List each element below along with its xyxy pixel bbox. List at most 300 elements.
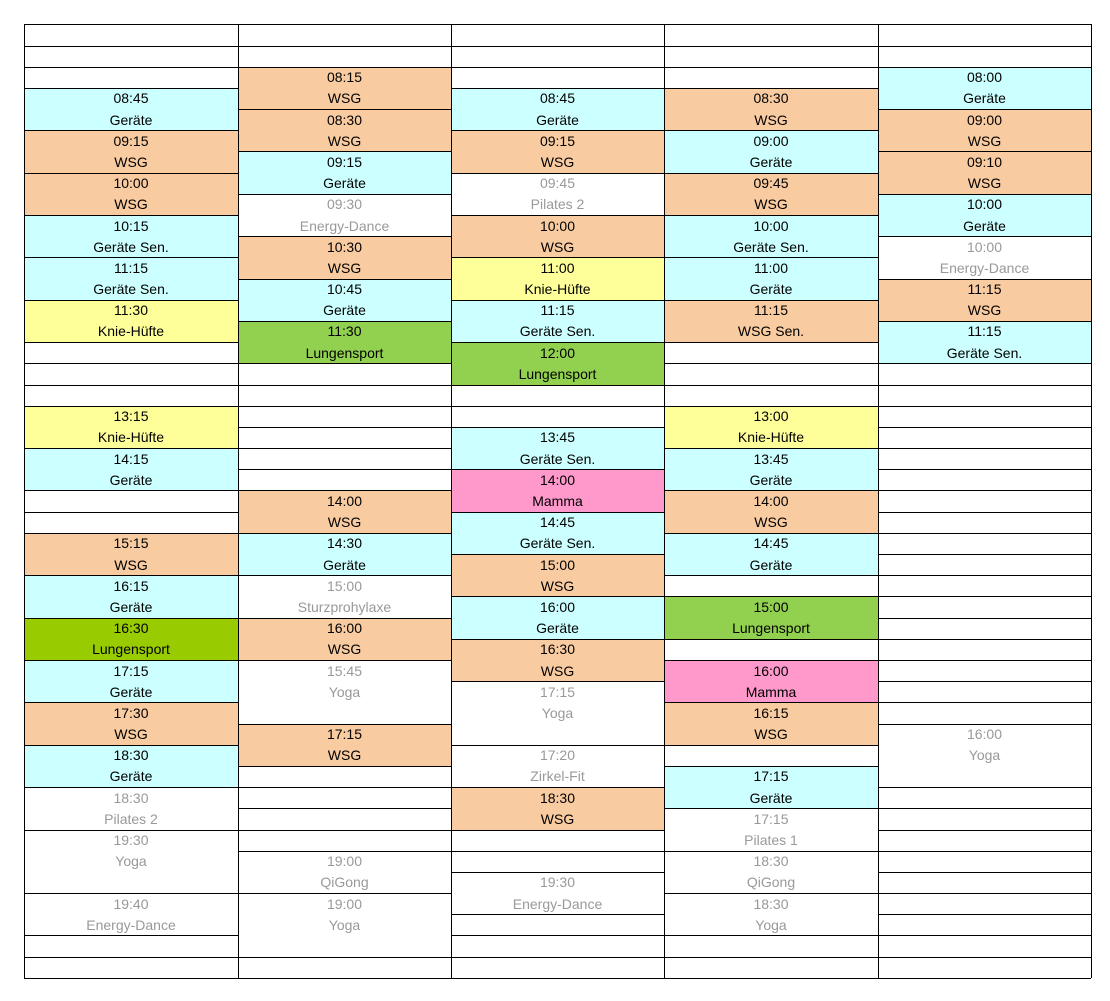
slot-course-title: Energy-Dance	[939, 259, 1030, 276]
grid-line	[24, 385, 238, 386]
slot-course-title: WSG	[327, 747, 362, 764]
grid-line	[451, 173, 664, 174]
grid-line	[878, 533, 1091, 534]
slot-course-title: Geräte	[749, 153, 793, 170]
grid-line	[451, 872, 664, 873]
slot-course-title: WSG	[114, 153, 148, 170]
grid-line	[24, 978, 238, 979]
grid-line	[24, 88, 238, 89]
slot-course-title: WSG	[327, 514, 362, 531]
slot-time: 13:00	[753, 408, 789, 425]
grid-line	[878, 67, 1091, 68]
slot-time: 17:15	[113, 662, 149, 679]
schedule-slot	[24, 406, 238, 448]
slot-time: 10:15	[113, 217, 149, 234]
grid-line	[664, 342, 878, 343]
grid-line	[238, 24, 239, 978]
grid-line	[664, 385, 878, 386]
schedule-slot	[878, 237, 1091, 279]
schedule-slot	[24, 173, 238, 215]
schedule-slot	[451, 788, 664, 830]
slot-course-title: Geräte	[323, 175, 366, 192]
slot-time: 09:30	[326, 196, 363, 213]
slot-course-title: Geräte	[749, 281, 793, 298]
slot-course-title: Pilates 2	[530, 196, 585, 213]
grid-line	[878, 660, 1091, 661]
day-header-mittwoch	[451, 24, 664, 46]
slot-time: 11:15	[967, 281, 1002, 298]
grid-line	[1091, 24, 1092, 978]
grid-line	[878, 109, 1091, 110]
schedule-slot	[451, 639, 664, 681]
slot-time: 10:00	[966, 196, 1003, 213]
schedule-slot	[238, 194, 451, 236]
grid-line	[451, 851, 664, 852]
schedule-slot	[878, 724, 1091, 788]
grid-line	[24, 257, 238, 258]
slot-course-title: Geräte Sen.	[519, 535, 596, 552]
schedule-slot	[664, 894, 878, 936]
slot-time: 18:30	[753, 895, 789, 912]
grid-line	[238, 321, 451, 322]
schedule-slot	[451, 597, 664, 639]
slot-course-title: Geräte	[109, 768, 153, 785]
grid-line	[664, 639, 878, 640]
grid-line	[238, 724, 451, 725]
slot-time: 11:15	[540, 302, 575, 319]
grid-line	[878, 681, 1091, 682]
schedule-slot	[664, 173, 878, 215]
grid-line	[878, 448, 1091, 449]
slot-time: 11:30	[327, 323, 362, 340]
grid-line	[878, 236, 1091, 237]
slot-course-title: Geräte Sen.	[93, 238, 169, 255]
schedule-slot	[664, 258, 878, 300]
grid-line	[664, 596, 878, 597]
grid-line	[878, 469, 1091, 470]
grid-line	[451, 257, 664, 258]
schedule-slot	[664, 597, 878, 639]
grid-line	[451, 978, 664, 979]
grid-line	[664, 406, 878, 407]
slot-time: 10:00	[113, 175, 149, 192]
grid-line	[238, 533, 451, 534]
grid-line	[878, 151, 1091, 152]
slot-course-title: WSG	[754, 514, 788, 531]
grid-line	[664, 257, 878, 258]
slot-time: 13:45	[753, 450, 789, 467]
grid-line	[238, 46, 451, 47]
schedule-slot	[664, 809, 878, 851]
schedule-slot	[451, 258, 664, 300]
grid-line	[24, 512, 238, 513]
slot-course-title: Yoga	[968, 747, 1001, 764]
schedule-slot	[238, 661, 451, 725]
slot-time: 16:00	[966, 726, 1003, 743]
grid-line	[878, 24, 879, 978]
grid-line	[24, 24, 25, 978]
grid-line	[238, 766, 451, 767]
slot-course-title: Knie-Hüfte	[737, 429, 805, 446]
schedule-slot	[24, 216, 238, 258]
schedule-slot	[664, 533, 878, 575]
schedule-slot	[24, 788, 238, 830]
slot-time: 16:30	[113, 620, 149, 637]
schedule-slot	[24, 894, 238, 936]
schedule-slot	[238, 237, 451, 279]
slot-time: 14:30	[326, 535, 363, 552]
schedule-slot	[238, 491, 451, 533]
schedule-slot	[238, 67, 451, 109]
schedule-slot	[878, 279, 1091, 321]
grid-line	[451, 88, 664, 89]
slot-course-title: Geräte Sen.	[733, 238, 809, 255]
slot-time: 09:15	[113, 132, 149, 149]
schedule-slot	[664, 449, 878, 491]
grid-line	[451, 914, 664, 915]
slot-time: 08:15	[326, 69, 363, 86]
schedule-slot	[238, 279, 451, 321]
grid-line	[664, 533, 878, 534]
schedule-slot	[878, 110, 1091, 152]
slot-course-title: Knie-Hüfte	[524, 281, 591, 298]
slot-course-title: WSG	[327, 132, 362, 149]
grid-line	[451, 469, 664, 470]
grid-line	[878, 554, 1091, 555]
slot-course-title: Geräte	[109, 471, 153, 488]
schedule-slot	[24, 131, 238, 173]
grid-line	[451, 130, 664, 131]
slot-time: 09:15	[539, 132, 576, 149]
schedule-slot	[451, 343, 664, 385]
grid-line	[24, 46, 238, 47]
grid-line	[664, 893, 878, 894]
slot-time: 16:00	[326, 620, 363, 637]
slot-course-title: Knie-Hüfte	[97, 429, 165, 446]
grid-line	[664, 957, 878, 958]
slot-course-title: Sturzprohylaxe	[297, 598, 392, 615]
slot-time: 12:00	[539, 344, 576, 361]
slot-time: 15:00	[753, 598, 789, 615]
slot-time: 16:00	[539, 598, 576, 615]
grid-line	[238, 67, 451, 68]
grid-line	[24, 490, 238, 491]
slot-course-title: Geräte Sen.	[946, 344, 1023, 361]
grid-line	[878, 787, 1091, 788]
slot-course-title: QiGong	[746, 874, 796, 891]
slot-course-title: Lungensport	[518, 365, 597, 382]
slot-course-title: Geräte Sen.	[519, 323, 596, 340]
grid-line	[238, 575, 451, 576]
slot-time: 16:00	[753, 662, 789, 679]
slot-time: 18:30	[113, 747, 149, 764]
slot-time: 19:30	[539, 874, 576, 891]
slot-course-title: WSG	[540, 810, 575, 827]
grid-line	[238, 448, 451, 449]
slot-time: 17:15	[753, 810, 789, 827]
schedule-slot	[24, 703, 238, 745]
slot-course-title: WSG	[327, 641, 362, 658]
slot-course-title: WSG	[754, 726, 788, 743]
slot-time: 10:45	[326, 281, 363, 298]
schedule-slot	[878, 194, 1091, 236]
slot-time: 09:00	[966, 111, 1003, 128]
schedule-slot	[24, 661, 238, 703]
slot-course-title: Lungensport	[732, 620, 810, 637]
grid-line	[664, 448, 878, 449]
slot-time: 17:15	[753, 768, 789, 785]
schedule-slot	[238, 110, 451, 152]
grid-line	[664, 215, 878, 216]
schedule-slot	[664, 300, 878, 342]
schedule-slot	[664, 766, 878, 808]
grid-line	[664, 745, 878, 746]
grid-line	[878, 575, 1091, 576]
schedule-slot	[238, 533, 451, 575]
grid-line	[878, 978, 1091, 979]
grid-line	[238, 363, 451, 364]
slot-course-title: WSG	[754, 111, 788, 128]
grid-line	[238, 469, 451, 470]
grid-line	[451, 215, 664, 216]
schedule-slot	[664, 88, 878, 130]
schedule-slot	[451, 512, 664, 554]
slot-course-title: WSG	[114, 726, 148, 743]
slot-time: 10:00	[753, 217, 789, 234]
grid-line	[24, 448, 238, 449]
schedule-slot	[238, 724, 451, 766]
slot-time: 15:15	[113, 535, 149, 552]
slot-time: 09:00	[753, 132, 789, 149]
schedule-slot	[451, 682, 664, 746]
grid-line	[24, 173, 238, 174]
grid-line	[451, 957, 664, 958]
slot-course-title: Geräte	[109, 683, 153, 700]
grid-line	[878, 512, 1091, 513]
schedule-slot	[664, 216, 878, 258]
slot-course-title: Lungensport	[305, 344, 384, 361]
day-header-freitag	[878, 24, 1091, 46]
slot-course-title: Yoga	[328, 916, 361, 933]
slot-time: 17:15	[326, 726, 363, 743]
slot-time: 11:00	[754, 259, 788, 276]
day-header-donnerstag	[664, 24, 878, 46]
grid-line	[878, 639, 1091, 640]
slot-time: 17:20	[539, 747, 576, 764]
grid-line	[451, 24, 452, 978]
schedule-slot	[451, 555, 664, 597]
grid-line	[664, 935, 878, 936]
slot-course-title: Geräte Sen.	[519, 450, 596, 467]
schedule-slot	[451, 872, 664, 914]
slot-time: 08:45	[539, 90, 576, 107]
grid-line	[24, 363, 238, 364]
grid-line	[24, 575, 238, 576]
schedule-slot	[664, 131, 878, 173]
schedule-slot	[451, 88, 664, 130]
slot-course-title: WSG	[540, 238, 575, 255]
slot-course-title: Yoga	[541, 704, 574, 721]
grid-line	[24, 787, 238, 788]
grid-line	[24, 830, 238, 831]
grid-line	[878, 194, 1091, 195]
slot-time: 16:15	[753, 704, 789, 721]
grid-line	[24, 215, 238, 216]
day-header-montag	[24, 24, 238, 46]
grid-line	[451, 300, 664, 301]
schedule-slot	[664, 703, 878, 745]
grid-line	[878, 490, 1091, 491]
grid-line	[664, 363, 878, 364]
slot-time: 16:30	[539, 641, 576, 658]
schedule-slot	[24, 576, 238, 618]
grid-line	[238, 660, 451, 661]
schedule-slot	[451, 300, 664, 342]
slot-course-title: Energy-Dance	[299, 217, 390, 234]
grid-line	[878, 46, 1091, 47]
grid-line	[451, 681, 664, 682]
slot-course-title: Knie-Hüfte	[97, 323, 165, 340]
grid-line	[878, 702, 1091, 703]
schedule-slot	[24, 830, 238, 894]
slot-course-title: WSG	[540, 577, 575, 594]
schedule-slot	[238, 152, 451, 194]
grid-line	[238, 427, 451, 428]
grid-line	[238, 151, 451, 152]
grid-line	[878, 596, 1091, 597]
slot-course-title: Geräte	[109, 111, 153, 128]
slot-course-title: Geräte	[963, 90, 1006, 107]
schedule-slot	[238, 321, 451, 363]
slot-course-title: WSG	[754, 196, 788, 213]
schedule-slot	[238, 851, 451, 893]
grid-line	[878, 957, 1091, 958]
schedule-slot	[451, 216, 664, 258]
grid-line	[664, 130, 878, 131]
slot-time: 19:00	[326, 895, 363, 912]
slot-time: 14:45	[539, 514, 576, 531]
slot-course-title: WSG	[114, 196, 148, 213]
grid-line	[451, 935, 664, 936]
slot-time: 17:15	[539, 683, 576, 700]
slot-time: 11:00	[540, 259, 575, 276]
slot-course-title: QiGong	[320, 874, 369, 891]
slot-course-title: Pilates 2	[104, 810, 158, 827]
schedule-slot	[24, 88, 238, 130]
grid-line	[451, 427, 664, 428]
grid-line	[878, 321, 1091, 322]
grid-line	[238, 490, 451, 491]
schedule-slot	[24, 258, 238, 300]
grid-line	[664, 173, 878, 174]
grid-line	[24, 300, 238, 301]
slot-course-title: Geräte	[536, 620, 579, 637]
grid-line	[664, 88, 878, 89]
slot-course-title: WSG	[967, 175, 1002, 192]
grid-line	[24, 893, 238, 894]
slot-time: 14:15	[113, 450, 149, 467]
slot-time: 13:45	[539, 429, 576, 446]
slot-course-title: Geräte	[323, 302, 366, 319]
slot-course-title: WSG	[327, 90, 362, 107]
slot-time: 11:15	[114, 259, 148, 276]
day-header-dienstag	[238, 24, 451, 46]
slot-time: 18:30	[753, 853, 789, 870]
slot-time: 10:30	[326, 238, 363, 255]
slot-time: 15:00	[539, 556, 576, 573]
grid-line	[24, 618, 238, 619]
slot-course-title: Geräte	[109, 598, 153, 615]
schedule-slot	[238, 576, 451, 618]
schedule-slot	[664, 661, 878, 703]
slot-time: 08:30	[753, 90, 789, 107]
grid-line	[24, 24, 1091, 25]
slot-time: 08:00	[966, 69, 1003, 86]
grid-line	[664, 851, 878, 852]
slot-course-title: Geräte	[536, 111, 579, 128]
grid-line	[878, 406, 1091, 407]
grid-line	[664, 808, 878, 809]
grid-line	[664, 67, 878, 68]
grid-line	[451, 406, 664, 407]
slot-time: 19:00	[326, 853, 363, 870]
grid-line	[878, 872, 1091, 873]
grid-line	[664, 660, 878, 661]
slot-course-title: Yoga	[328, 683, 361, 700]
slot-time: 11:30	[114, 302, 148, 319]
grid-line	[24, 533, 238, 534]
slot-time: 09:10	[966, 153, 1003, 170]
slot-time: 13:15	[113, 408, 149, 425]
grid-line	[878, 427, 1091, 428]
schedule-slot	[451, 427, 664, 469]
grid-line	[238, 851, 451, 852]
slot-time: 08:30	[326, 111, 363, 128]
schedule-slot	[238, 618, 451, 660]
grid-line	[878, 935, 1091, 936]
slot-course-title: Geräte	[963, 217, 1006, 234]
schedule-slot	[24, 533, 238, 575]
grid-line	[878, 851, 1091, 852]
grid-line	[24, 935, 238, 936]
slot-time: 11:15	[754, 302, 788, 319]
grid-line	[664, 24, 665, 978]
grid-line	[878, 279, 1091, 280]
grid-line	[664, 702, 878, 703]
slot-time: 09:45	[753, 175, 789, 192]
grid-line	[238, 618, 451, 619]
grid-line	[451, 385, 664, 386]
slot-time: 14:00	[753, 492, 789, 509]
schedule-slot	[24, 745, 238, 787]
slot-course-title: WSG	[114, 556, 148, 573]
grid-line	[238, 978, 451, 979]
schedule-slot	[24, 300, 238, 342]
slot-course-title: WSG	[967, 302, 1002, 319]
slot-time: 19:40	[113, 895, 149, 912]
grid-line	[664, 575, 878, 576]
grid-line	[664, 766, 878, 767]
slot-time: 19:30	[113, 832, 149, 849]
slot-time: 14:00	[539, 471, 576, 488]
schedule-slot	[664, 851, 878, 893]
grid-line	[451, 46, 664, 47]
grid-line	[664, 300, 878, 301]
grid-line	[451, 639, 664, 640]
slot-time: 17:30	[113, 704, 149, 721]
slot-course-title: Mamma	[745, 683, 797, 700]
grid-line	[24, 702, 238, 703]
